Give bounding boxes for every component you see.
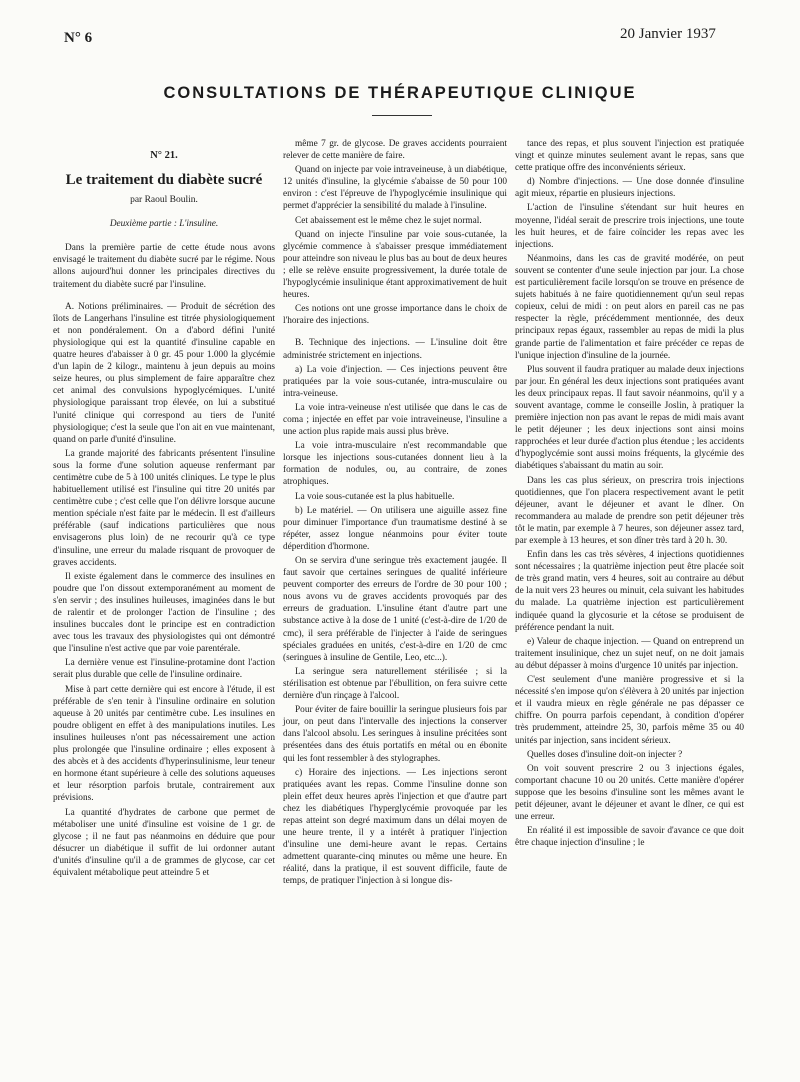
paragraph: c) Horaire des injections. — Les injections seront pratiquées avant les repas. Comme l'insuline donne son plein effet deux heures après l'injection et que d'autre part chez les diabétiques l'hyperglycémie provoquée par les repas atteint son degré maximum dans un délai moyen de une heure trente, il y a intérêt à pratiquer l'injection d'insuline une demi-heure avant le repas. Certains admettent quarante-cinq minutes ou même une heure. En réalité, dans la pratique, il est souvent difficile, faute de temps, de pratiquer l'injection à si longue dis- <box>283 767 507 887</box>
issue-number: N° 6 <box>64 30 93 46</box>
paragraph: Mise à part cette dernière qui est encore à l'étude, il est préférable de s'en tenir à l'insuline ordinaire en solution aqueuse à 20 unités par centimètre cube. Les insulines en poudre obligent en effet à des manipulations inutiles. Les insulines huileuses n'ont pas nécessairement une action plus prolongée que l'insuline ordinaire ; elles exposent à des abcès et à des accidents d'hyperinsulinisme, leur teneur en hormone étant supérieure à celle des solutions aqueuses et leur résorption parfois brutale, contrairement aux prévisions. <box>53 684 275 804</box>
issue-date: 20 Janvier 1937 <box>620 26 716 42</box>
paragraph: b) Le matériel. — On utilisera une aiguille assez fine pour diminuer l'importance d'un traumatisme destiné à se répéter, assez longue néanmoins pour éviter toute déperdition d'hormone. <box>283 505 507 552</box>
paragraph: B. Technique des injections. — L'insuline doit être administrée strictement en injections. <box>283 338 507 361</box>
paragraph: Dans la première partie de cette étude nous avons envisagé le traitement du diabète sucré par le régime. Nous allons aujourd'hui donner les principales directives du traitement du diabète sucré par l'insuline. <box>53 243 275 290</box>
paragraph: La grande majorité des fabricants présentent l'insuline sous la forme d'une solution aqueuse renfermant par centimètre cube de 5 à 100 unités cliniques. Le type le plus habituellement utilisé est l'insuline qui titre 20 unités par centimètre cube ; c'est celle que l'on délivre lorsque aucune mention spéciale n'est faite par le médecin. Il est d'ailleurs préférable (sauf indications particulières que nous envisagerons plus loin) de ne recourir qu'à ce type d'insuline, une erreur du malade risquant de provoquer de graves accidents. <box>53 448 275 568</box>
paragraph: Dans les cas plus sérieux, on prescrira trois injections quotidiennes, que l'on placera respectivement avant le petit déjeuner, avant le déjeuner et avant le dîner. On recommandera au malade de prendre son petit déjeuner très tôt le matin, par exemple à 7 heures, son déjeuner assez tard, par exemple à 13 heures, et son dîner très tard à 20 h. 30. <box>515 475 744 546</box>
column-2 <box>283 138 507 890</box>
paragraph: La seringue sera naturellement stérilisée ; si la stérilisation est obtenue par l'ébullition, on fera suivre cette dernière d'un rinçage à l'alcool. <box>283 666 507 702</box>
paragraph: C'est seulement d'une manière progressive et si la nécessité s'en impose qu'on s'élèvera à 20 unités par injection et il vaudra mieux en règle générale ne pas dépasser ce chiffre. On pourra parfois cependant, à condition d'opérer très prudemment, atteindre 25, 30, parfois même 35 ou 40 unités par injection, sans incident sérieux. <box>515 675 744 746</box>
paragraph: La quantité d'hydrates de carbone que permet de métaboliser une unité d'insuline est voisine de 1 gr. de glycose ; il ne faut pas néanmoins en déduire que pour désucrer un diabétique il suffit de lui ordonner autant d'unités d'insuline qu'il a de grammes de glycose, car cet équivalent métabolique peut atteindre 5 et <box>53 807 275 878</box>
paragraph: Néanmoins, dans les cas de gravité modérée, on peut souvent se contenter d'une seule injection par jour. La chose est particulièrement facile lorsqu'on se trouve en présence de sujets habitués à ne faire quotidiennement qu'un seul repas copieux, celui de midi : on peut alors en pareil cas ne pas respecter la règle, précédemment mentionnée, des deux principaux repas égaux, rassembler au repas de midi la plus grande partie de l'alimentation et faire précéder ce repas de l'unique injection d'insuline de la journée. <box>515 253 744 361</box>
paragraph: Quelles doses d'insuline doit-on injecter ? <box>527 749 683 760</box>
title-divider <box>372 115 432 116</box>
paragraph: Enfin dans les cas très sévères, 4 injections quotidiennes sont nécessaires ; la quatrième injection peut être placée soit de très grand matin, vers 4 heures, soit au contraire au début de la nuit vers 23 heures ou minuit, cela suivant les habitudes du malade. La quatrième injection est particulièrement indiquée quand la glycosurie et la cétose se produisent de préférence pendant la nuit. <box>515 550 744 633</box>
paragraph: On se servira d'une seringue très exactement jaugée. Il faut savoir que certaines seringues de qualité inférieure peuvent comporter des erreurs de l'ordre de 30 pour 100 ; nous avons vu de graves accidents provoqués par des erreurs de graduation. L'insuline étant d'autre part une substance active à la dose de 1 unité (c'est-à-dire de 1/20 de cmc), il sera préférable de l'injecter à l'aide de seringues spéciales graduées en unités, c'est-à-dire en 1/20 de cmc (seringues à insuline de Gentile, Leo, etc...). <box>283 556 507 663</box>
paragraph: même 7 gr. de glycose. De graves accidents pourraient relever de cette manière de faire. <box>283 139 507 162</box>
paragraph: Pour éviter de faire bouillir la seringue plusieurs fois par jour, on peut dans l'intervalle des injections la conserver dans l'alcool absolu. Les seringues à insuline précitées sont présentées dans des étuis portatifs en métal ou en ébonite qui les font ressembler à des stylographes. <box>283 705 507 764</box>
paragraph: On voit souvent prescrire 2 ou 3 injections égales, comportant chacune 10 ou 20 unités. Cette manière d'opérer suppose que les besoins d'insuline sont les mêmes avant le petit déjeuner, avant le déjeuner et avant le dîner, ce qui est une erreur. <box>515 763 744 823</box>
paragraph: Quand on injecte par voie intraveineuse, à un diabétique, 12 unités d'insuline, la glycémie s'abaisse de 50 pour 100 environ : c'est l'épreuve de l'hypoglycémie insulinique qui permet d'apprécier la sensibilité du malade à l'insuline. <box>283 165 507 212</box>
paragraph: d) Nombre d'injections. — Une dose donnée d'insuline agit mieux, répartie en plusieurs injections. <box>515 177 744 200</box>
paragraph: La voie intra-veineuse n'est utilisée que dans le cas de coma ; injectée en effet par voie intraveineuse, l'insuline a une action plus rapide mais aussi plus brève. <box>283 402 507 438</box>
article-title: Le traitement du diabète sucré <box>65 172 263 189</box>
paragraph: e) Valeur de chaque injection. — Quand on entreprend un traitement insulinique, chez un sujet neuf, on ne doit jamais au début dépasser à moins d'urgence 10 unités par injection. <box>515 636 744 671</box>
paragraph: La voie intra-musculaire n'est recommandable que lorsque les injections sous-cutanées donnent lieu à la formation de nodules, ou, au contraire, de zones atrophiques. <box>283 441 507 488</box>
paragraph: a) La voie d'injection. — Ces injections peuvent être pratiquées par la voie sous-cutanée, intra-musculaire ou intra-veineuse. <box>283 364 507 399</box>
paragraph: L'action de l'insuline s'étendant sur huit heures en moyenne, l'idéal serait de prescrire trois injections, une toute les huit heures, et de faire coïncider les repas avec les injections. <box>515 203 744 250</box>
column-3 <box>515 138 744 851</box>
column-1 <box>53 138 275 881</box>
paragraph: Quand on injecte l'insuline par voie sous-cutanée, la glycémie commence à s'abaisser presque immédiatement pour atteindre son niveau le plus bas au bout de deux heures ; elle se relève ensuite progressivement, la durée totale de l'hypoglycémie insulinique étant approximativement de huit heures. <box>283 229 507 301</box>
article-byline: par Raoul Boulin. <box>130 195 198 206</box>
article-part: Deuxième partie : L'insuline. <box>109 219 219 230</box>
paragraph: Il existe également dans le commerce des insulines en poudre que l'on dissout extemporanément au moment de s'en servir ; des insulines huileuses, imaginées dans le but de ralentir et de prolonger l'action de l'insuline ; des insulines buccales dont le principe est en contradiction avec tous les travaux des physiologistes qui ont démontré que l'insuline n'est active que par voie parentérale. <box>53 571 275 655</box>
section-title: CONSULTATIONS DE THÉRAPEUTIQUE CLINIQUE <box>163 84 637 102</box>
paragraph: En réalité il est impossible de savoir d'avance ce que doit être chaque injection d'insuline ; le <box>515 826 744 849</box>
paragraph: La dernière venue est l'insuline-protamine dont l'action serait plus durable que celle de l'insuline ordinaire. <box>53 658 275 681</box>
paragraph: La voie sous-cutanée est la plus habituelle. <box>295 491 455 502</box>
paragraph: A. Notions préliminaires. — Produit de sécrétion des îlots de Langerhans l'insuline est titrée physiologiquement et non pondéralement. On a d'abord défini l'unité physiologique qui est la quantité d'insuline capable en quatre heures d'abaisser à 0 gr. 45 pour 1.000 la glycémie d'un lapin de 2 kilogr., maintenu à jeun depuis au moins seize heures, ou plus simplement de faire apparaître chez cet animal des convulsions hypoglycémiques. L'unité physiologique paraissant trop élevée, on lui a substitué l'unité clinique qui correspond au tiers de l'unité physiologique; c'est la seule que l'on ait en vue maintenant, quand on parle d'unité d'insuline. <box>53 301 275 445</box>
paragraph: Plus souvent il faudra pratiquer au malade deux injections par jour. En général les deux injections sont pratiquées avant les deux principaux repas. Il faut savoir néanmoins, qu'il y a souvent avantage, comme le conseille Joslin, à pratiquer la première injection non pas avant le repas de midi mais avant le petit déjeuner ; les deux injections sont ainsi moins rapprochées et leur durée d'action plus étendue ; les accidents d'hypoglycémie sont aussi moins fréquents, la glycémie des diabétiques s'abaissant du matin au soir. <box>515 364 744 472</box>
article-number: N° 21. <box>150 150 178 161</box>
paragraph: Ces notions ont une grosse importance dans le choix de l'horaire des injections. <box>283 304 507 327</box>
paragraph: tance des repas, et plus souvent l'injection est pratiquée vingt et quinze minutes seulement avant le repas, sans que cette pratique offre des inconvénients sérieux. <box>515 139 744 174</box>
paragraph: Cet abaissement est le même chez le sujet normal. <box>295 215 482 226</box>
